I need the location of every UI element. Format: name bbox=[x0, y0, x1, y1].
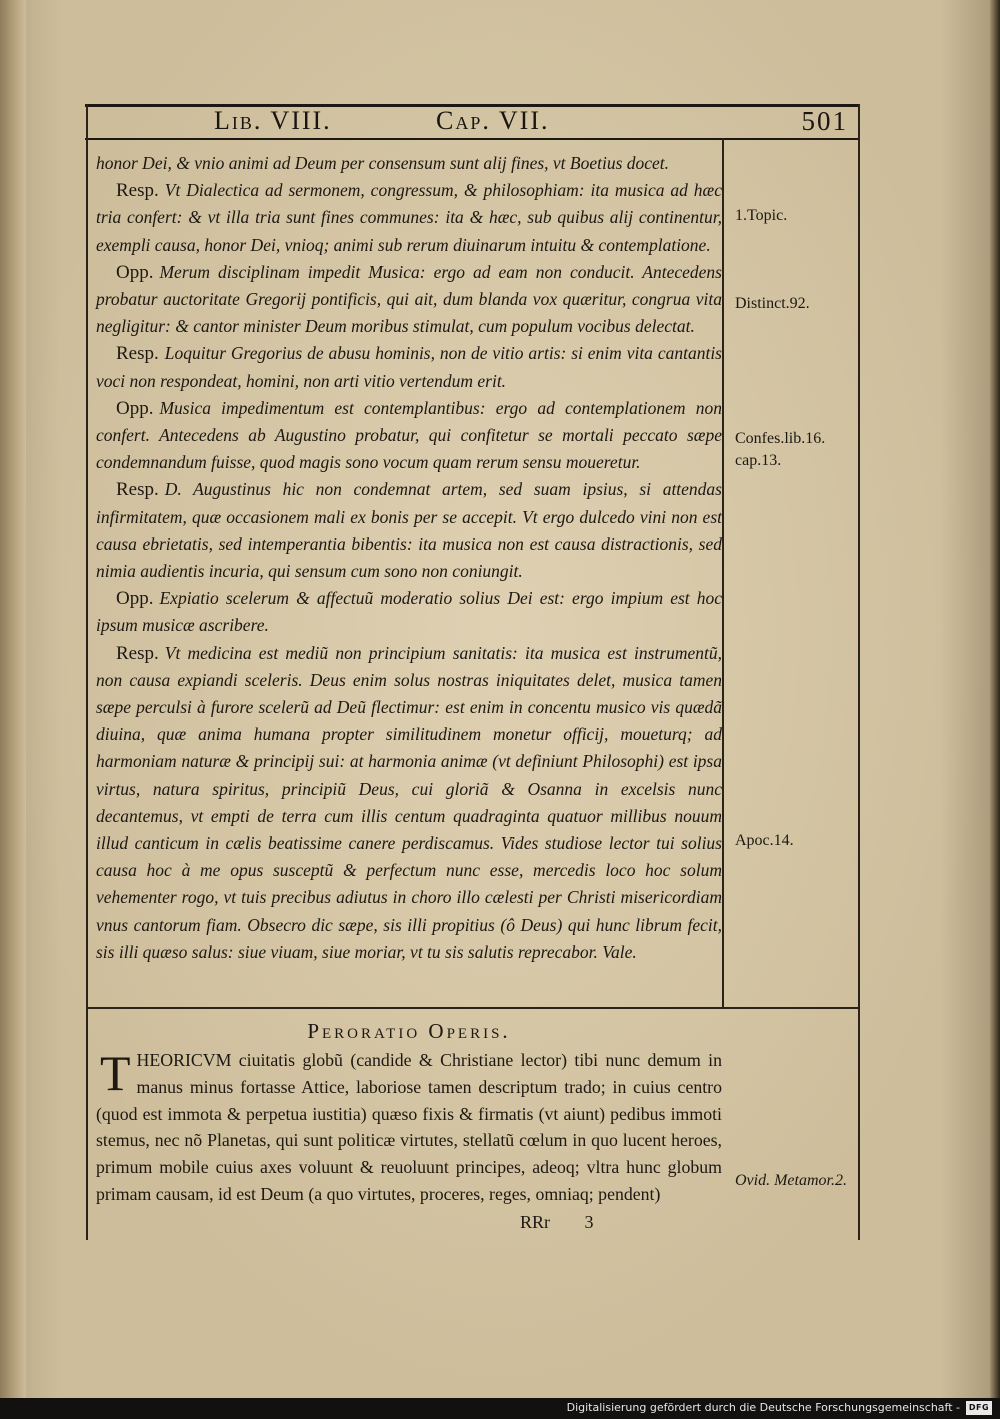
main-text-column bbox=[96, 150, 722, 966]
paragraph-text: Merum disciplinam impedit Musica: ergo ad eam non conducit. Antecedens probatur auctoritate Gregorij pontificis, qui ait, dum blanda vox quæritur, congrua vita negligitur: & cantor minister Deum moribus stimulat, cum populum vocibus delectat. bbox=[96, 261, 722, 337]
page-edge bbox=[990, 0, 1000, 1398]
right-frame-rule bbox=[858, 104, 860, 1240]
peroratio-section bbox=[96, 1017, 722, 1208]
paragraph bbox=[96, 150, 722, 177]
left-frame-rule bbox=[86, 104, 88, 1240]
section-divider bbox=[86, 1007, 860, 1009]
section-title: Peroratio Operis. bbox=[307, 1019, 511, 1043]
chapter-number: Cap. VII. bbox=[436, 106, 550, 135]
paragraph bbox=[96, 476, 722, 585]
paragraph-text: Expiatio scelerum & affectuũ moderatio solius Dei est: ergo impium est hoc ipsum musicæ ascribere. bbox=[96, 588, 722, 636]
running-head bbox=[86, 106, 858, 138]
paragraph bbox=[96, 395, 722, 477]
paragraph-label: Resp. bbox=[116, 479, 159, 501]
peroratio-text: HEORICVM ciuitatis globũ (candide & Christiane lector) tibi nunc demum in manus minus fortasse Attice, laboriose tamen descriptum trado; in cuius centro (quod est immota & perpetua iustitia) quæso fixis & firmatis (vt aiunt) pedibus immoti stemus, nec nõ Planetas, qui sunt politicæ virtutes, stellatũ cœlum in quo lucent heroes, primum mobile cuius axes voluunt & reuoluunt principes, adeoq; vltra hunc globum primam causam, id est Deum (a quo virtutes, proceres, reges, omniaq; pendent) bbox=[96, 1050, 722, 1204]
paragraph bbox=[96, 340, 722, 394]
paragraph-text: Vt Dialectica ad sermonem, congressum, & philosophiam: ita musica ad hæc tria confert: & vt illa tria sunt fines communes: ita & hæc, sub quibus alij continentur, exempli causa, honor Dei, vnioq; animi sub rerum diuinarum intuitu & contemplatione. bbox=[96, 180, 722, 255]
footer-bar bbox=[0, 1398, 1000, 1419]
paragraph-text: D. Augustinus hic non condemnat artem, sed suam ipsius, si attendas infirmitatem, quæ occasionem mali ex bonis per se accepit. Vt ergo dulcedo vini non est causa ebrietatis, sed intemperantia bibentis: ita musica non est causa distractionis, sed nimia audientis incuria, qui sensum cum sono non coniungit. bbox=[96, 479, 722, 582]
paragraph-text: Musica impedimentum est contemplantibus: ergo ad contemplationem non confert. Antecedens ab Augustino probatur, qui confitetur se mortali peccato sæpe condemnandum fuisse, quod magis sono vocum quam rerum sensu moueretur. bbox=[96, 397, 722, 473]
paragraph bbox=[96, 177, 722, 259]
funding-notice: Digitalisierung gefördert durch die Deutsche Forschungsgemeinschaft - bbox=[566, 1401, 960, 1414]
binding-edge bbox=[0, 0, 26, 1398]
margin-note: Ovid. Metamor.2. bbox=[735, 1172, 847, 1189]
margin-note: Confes.lib.16. cap.13. bbox=[735, 430, 826, 469]
paragraph-label: Resp. bbox=[116, 180, 159, 202]
paragraph-label: Resp. bbox=[116, 343, 159, 365]
book-number: Lib. VIII. bbox=[214, 106, 332, 135]
peroratio-body bbox=[96, 1047, 722, 1208]
paragraph-text: honor Dei, & vnio animi ad Deum per consensum sunt alij fines, vt Boetius docet. bbox=[96, 153, 670, 173]
paragraph-label: Opp. bbox=[116, 397, 154, 419]
page-number: 501 bbox=[801, 106, 848, 136]
paragraph bbox=[96, 585, 722, 639]
signature-mark: RRr 3 bbox=[520, 1212, 594, 1232]
header-rule-bottom bbox=[85, 138, 860, 140]
margin-note: Apoc.14. bbox=[735, 832, 794, 849]
paragraph-text: Vt medicina est mediũ non principium sanitatis: ita musica est instrumentũ, non causa expiandi sceleris. Deus enim solus nostras iniquitates delet, musica tamen sæpe perculsi à furore scelerũ ad Deũ flectimur: est enim in concentu musico vis quædã diuina, quæ anima humana propter similitudinem monetur officij, moueturq; ad harmoniam naturæ & principij sui: at harmonia animæ (vt definiunt Philosophi) est ipsa virtus, natura spiritus, principiũ Deus, cui gloriã & Osanna in excelsis nunc decantemus, vt empti de terra cum illis centum quadraginta quatuor millibus nouum illud canticum in cælis beatissime canere perdiscamus. Vides studiose lector tui solius causa hoc à me opus susceptũ & perfectum nunc esse, mercedis loco hoc solum vehementer rogo, vt tuis precibus adiutus in choro illo cælesti per Christi misericordiam vnus cantorum fiam. Obsecro dic sæpe, sis illi propitius (ô Deus) qui hunc librum fecit, sis illi quæso salus: siue viuam, siue moriar, vt tu sis salutis reprecabor. Vale. bbox=[96, 642, 722, 962]
margin-note: 1.Topic. bbox=[735, 207, 788, 224]
paragraph bbox=[96, 259, 722, 341]
dfg-logo: DFG bbox=[966, 1401, 992, 1415]
paragraph-label: Opp. bbox=[116, 588, 154, 610]
paragraph-label: Resp. bbox=[116, 642, 159, 664]
margin-note: Distinct.92. bbox=[735, 295, 810, 312]
drop-cap: T bbox=[100, 1045, 131, 1101]
paragraph-label: Opp. bbox=[116, 261, 154, 283]
margin-column-rule bbox=[722, 138, 724, 1008]
paragraph-text: Loquitur Gregorius de abusu hominis, non de vitio artis: si enim vita cantantis voci non respondeat, homini, non arti vitio vertendum erit. bbox=[96, 343, 722, 391]
paragraph bbox=[96, 640, 722, 966]
